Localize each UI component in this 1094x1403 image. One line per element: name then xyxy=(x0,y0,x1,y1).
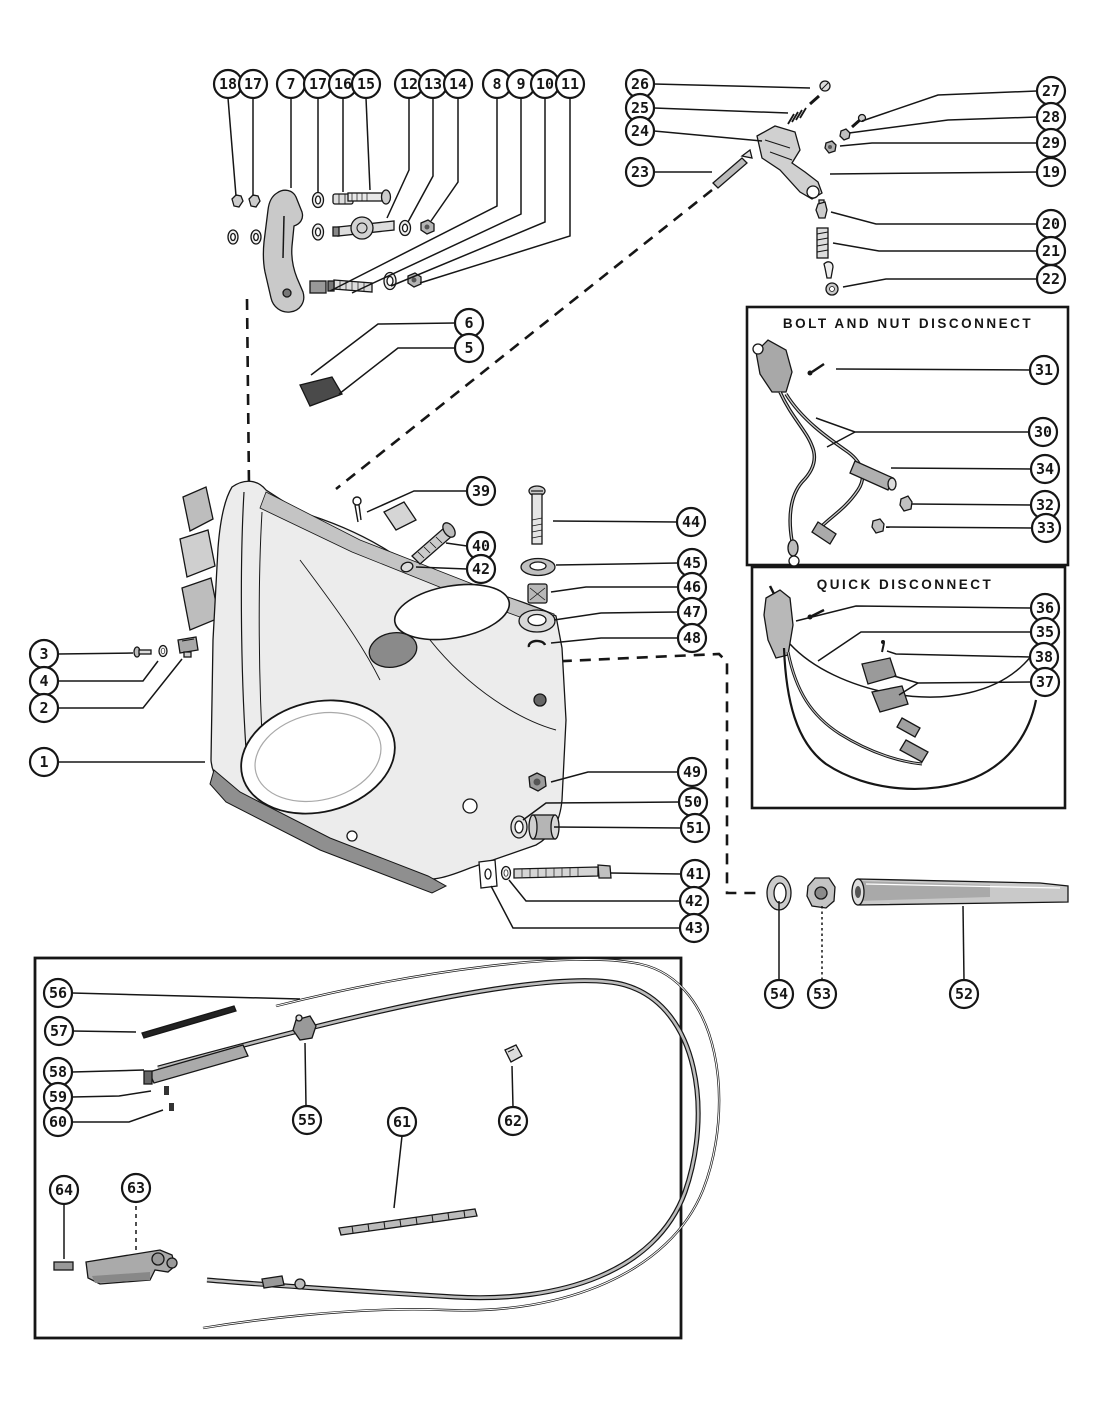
callout-number: 56 xyxy=(48,984,68,1002)
callout-number: 54 xyxy=(769,985,789,1003)
washer-45-part xyxy=(521,559,555,576)
callout-number: 58 xyxy=(48,1063,68,1081)
callout-37 xyxy=(1031,668,1059,696)
nut-53-part xyxy=(807,878,835,908)
callout-2 xyxy=(30,694,58,722)
callout-number: 42 xyxy=(684,892,704,910)
cable-box xyxy=(35,958,719,1338)
pin-25-part xyxy=(810,96,819,104)
callout-20 xyxy=(1037,210,1065,238)
washer-4-part xyxy=(159,646,167,657)
callout-number: 43 xyxy=(684,919,704,937)
cotter-39-part xyxy=(353,497,361,522)
clip-2-part xyxy=(178,637,198,657)
callout-number: 37 xyxy=(1035,673,1055,691)
nut-32-part xyxy=(900,496,912,511)
callout-number: 38 xyxy=(1034,648,1054,666)
callout-number: 62 xyxy=(503,1112,523,1130)
clip-59-part xyxy=(164,1086,169,1095)
callout-58 xyxy=(44,1058,72,1086)
inset-box-bolt-and-nut-border xyxy=(747,307,1068,565)
inset-title-bolt-and-nut: BOLT AND NUT DISCONNECT xyxy=(782,316,1034,331)
callout-number: 60 xyxy=(48,1113,68,1131)
tube-52-part xyxy=(852,879,1068,905)
callout-number: 20 xyxy=(1041,215,1061,233)
callout-number: 7 xyxy=(286,75,296,93)
callout-number: 5 xyxy=(464,339,474,357)
callout-62 xyxy=(499,1107,527,1135)
stud-20-part xyxy=(816,200,827,218)
tilt-tube-hardware xyxy=(767,876,1068,910)
callout-1 xyxy=(30,748,58,776)
callout-number: 13 xyxy=(423,75,443,93)
callout-51 xyxy=(681,814,709,842)
top-left-hardware xyxy=(228,190,434,312)
inset-box-quick-disconnect xyxy=(752,567,1065,808)
callout-49 xyxy=(678,758,706,786)
callout-number: 61 xyxy=(392,1113,412,1131)
callout-28 xyxy=(1037,103,1065,131)
nut-18-part xyxy=(232,195,243,207)
callout-number: 40 xyxy=(471,537,491,555)
callout-52 xyxy=(950,980,978,1008)
callout-number: 45 xyxy=(682,554,702,572)
nut-17-part xyxy=(249,195,260,207)
callout-number: 23 xyxy=(630,163,650,181)
callout-number: 17 xyxy=(243,75,263,93)
callout-6 xyxy=(455,309,483,337)
callout-number: 1 xyxy=(39,753,49,771)
callout-number: 36 xyxy=(1035,599,1055,617)
callout-number: 4 xyxy=(39,672,49,690)
nut-29-part xyxy=(825,141,836,153)
callout-number: 18 xyxy=(218,75,238,93)
callout-30 xyxy=(1029,418,1057,446)
callout-55 xyxy=(293,1106,321,1134)
nut-28-part xyxy=(840,129,850,140)
callout-29 xyxy=(1037,129,1065,157)
callout-number: 25 xyxy=(630,99,650,117)
callout-17 xyxy=(239,70,267,98)
callout-7 xyxy=(277,70,305,98)
callout-63 xyxy=(122,1174,150,1202)
callout-11 xyxy=(556,70,584,98)
bushing-46-part xyxy=(528,584,547,603)
callout-13 xyxy=(419,70,447,98)
callout-number: 50 xyxy=(683,793,703,811)
callout-31 xyxy=(1030,356,1058,384)
callout-3 xyxy=(30,640,58,668)
callout-15 xyxy=(352,70,380,98)
block-nut-part xyxy=(310,281,326,293)
callout-24 xyxy=(626,117,654,145)
callout-23 xyxy=(626,158,654,186)
callout-10 xyxy=(531,70,559,98)
callout-4 xyxy=(30,667,58,695)
washer-42b-part xyxy=(502,867,511,880)
callout-number: 8 xyxy=(492,75,502,93)
callout-56 xyxy=(44,979,72,1007)
callout-number: 17 xyxy=(308,75,328,93)
cotter-22-part xyxy=(824,262,833,278)
callout-43 xyxy=(680,914,708,942)
nut-14-part xyxy=(421,220,434,234)
callout-46 xyxy=(678,573,706,601)
callout-number: 33 xyxy=(1036,519,1056,537)
callout-number: 39 xyxy=(471,482,491,500)
callout-60 xyxy=(44,1108,72,1136)
grommet-47-part xyxy=(519,610,555,632)
callout-number: 26 xyxy=(630,75,650,93)
callout-number: 11 xyxy=(560,75,580,93)
callout-number: 24 xyxy=(630,122,650,140)
callout-number: 49 xyxy=(682,763,702,781)
callout-number: 51 xyxy=(685,819,705,837)
bolt-44-part xyxy=(529,486,545,544)
callout-44 xyxy=(677,508,705,536)
callout-number: 22 xyxy=(1041,270,1061,288)
callout-number: 47 xyxy=(682,603,702,621)
callout-59 xyxy=(44,1083,72,1111)
spring-21-part xyxy=(817,228,828,258)
callout-number: 10 xyxy=(535,75,555,93)
callout-number: 55 xyxy=(297,1111,317,1129)
callout-number: 30 xyxy=(1033,423,1053,441)
pad-5-part xyxy=(300,377,342,406)
top-right-hardware xyxy=(713,81,866,295)
nut-49-part xyxy=(529,773,546,791)
bolt-40-part xyxy=(412,521,458,564)
callout-18 xyxy=(214,70,242,98)
callout-50 xyxy=(679,788,707,816)
callout-number: 41 xyxy=(685,865,705,883)
callout-number: 42 xyxy=(471,560,491,578)
clip-60-part xyxy=(169,1103,174,1111)
callout-61 xyxy=(388,1108,416,1136)
callout-64 xyxy=(50,1176,78,1204)
callout-39 xyxy=(467,477,495,505)
callout-number: 16 xyxy=(333,75,353,93)
callout-number: 48 xyxy=(682,629,702,647)
callout-38 xyxy=(1030,643,1058,671)
callout-number: 9 xyxy=(516,75,526,93)
callout-48 xyxy=(678,624,706,652)
callout-42 xyxy=(467,555,495,583)
callout-number: 6 xyxy=(464,314,474,332)
callout-number: 3 xyxy=(39,645,49,663)
swivel-bolt-part xyxy=(333,217,394,239)
callout-number: 52 xyxy=(954,985,974,1003)
callout-number: 12 xyxy=(399,75,419,93)
callout-number: 29 xyxy=(1041,134,1061,152)
inset-title-quick: QUICK DISCONNECT xyxy=(816,577,994,592)
steering-bracket-19-part xyxy=(757,126,822,199)
callout-number: 31 xyxy=(1034,361,1054,379)
callout-35 xyxy=(1031,618,1059,646)
callout-number: 46 xyxy=(682,578,702,596)
callout-number: 64 xyxy=(54,1181,74,1199)
callout-5 xyxy=(455,334,483,362)
callout-number: 32 xyxy=(1035,496,1055,514)
callout-number: 28 xyxy=(1041,108,1061,126)
nut-22-part xyxy=(826,283,838,295)
callout-number: 59 xyxy=(48,1088,68,1106)
callout-number: 35 xyxy=(1035,623,1055,641)
callout-41 xyxy=(681,860,709,888)
main-housing-illustration xyxy=(180,481,566,893)
callout-27 xyxy=(1037,77,1065,105)
spring-24-part xyxy=(788,108,806,124)
callout-number: 2 xyxy=(39,699,49,717)
callout-34 xyxy=(1031,455,1059,483)
callout-33 xyxy=(1032,514,1060,542)
callout-number: 15 xyxy=(356,75,376,93)
callout-number: 63 xyxy=(126,1179,146,1197)
callout-number: 14 xyxy=(448,75,468,93)
screw-23-part xyxy=(713,150,752,188)
callout-21 xyxy=(1037,237,1065,265)
lever-7-part xyxy=(263,190,303,312)
callout-number: 19 xyxy=(1041,163,1061,181)
anchor-64-part xyxy=(54,1262,73,1270)
callout-number: 57 xyxy=(49,1022,69,1040)
callout-47 xyxy=(678,598,706,626)
callout-number: 27 xyxy=(1041,82,1061,100)
dashed-line-steering-to-housing xyxy=(336,190,712,489)
callout-number: 21 xyxy=(1041,242,1061,260)
callout-19 xyxy=(1037,158,1065,186)
dashed-line-lever-to-housing xyxy=(247,299,249,487)
callout-57 xyxy=(45,1017,73,1045)
callout-42 xyxy=(680,887,708,915)
bolt-15-part xyxy=(348,190,391,204)
callout-number: 53 xyxy=(812,985,832,1003)
callout-number: 34 xyxy=(1035,460,1055,478)
bolt-41-part xyxy=(514,865,611,878)
callout-14 xyxy=(444,70,472,98)
callout-17 xyxy=(304,70,332,98)
callout-number: 44 xyxy=(681,513,701,531)
callout-54 xyxy=(765,980,793,1008)
screw-3-part xyxy=(134,647,151,657)
plate-43-part xyxy=(479,860,497,888)
callout-22 xyxy=(1037,265,1065,293)
callout-53 xyxy=(808,980,836,1008)
